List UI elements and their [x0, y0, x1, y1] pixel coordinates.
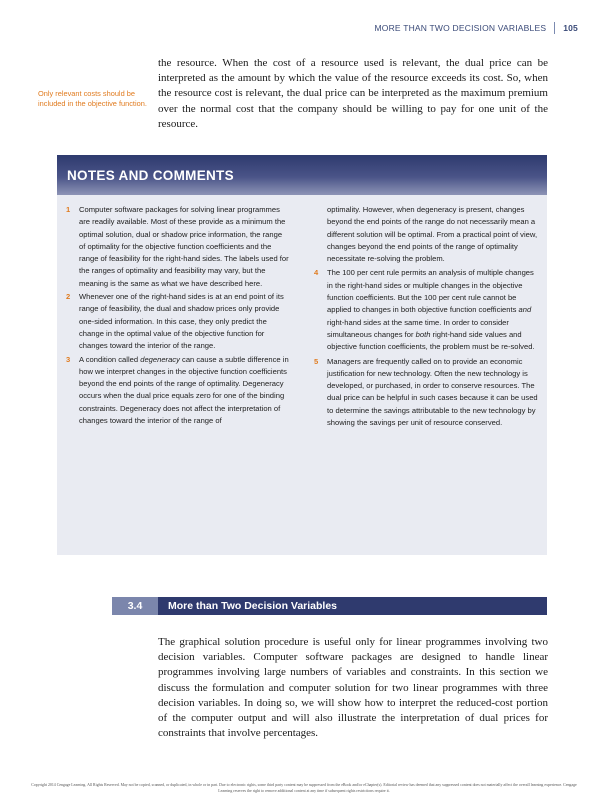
page-number: 105	[563, 23, 578, 33]
running-head-title: MORE THAN TWO DECISION VARIABLES	[374, 23, 547, 33]
notes-header	[57, 155, 547, 195]
note-number: 3	[66, 354, 71, 364]
note-item	[314, 204, 538, 265]
section-number: 3.4	[112, 597, 158, 615]
notes-column-right	[314, 204, 538, 430]
note-item	[66, 354, 290, 428]
margin-note: Only relevant costs should be included in the objective function.	[38, 89, 147, 109]
note-number: 4	[314, 268, 319, 278]
note-item	[314, 356, 538, 430]
intro-paragraph: the resource. When the cost of a resource used is relevant, the dual price can be interpreted as the amount by which the value of the resource exceeds its cost. So, when the resource cost is relevant, the dual price can be interpreted as the maximum premium over the normal cost that the company should be willing to pay for one unit of the resource.	[158, 57, 548, 130]
note-text: Computer software packages for solving linear programmes are readily available. Most of these provide as a minimum the optimal solution, dual or shadow price information, the range of optimality for the objective function coefficients and the range of feasibility for the right-hand sides. The labels used for the ranges of optimality and feasibility may vary, but the meaning is the same as what we have described here.	[79, 205, 289, 288]
note-number: 5	[314, 356, 319, 366]
section-heading	[112, 597, 547, 615]
running-head	[374, 22, 578, 34]
note-text: optimality. However, when degeneracy is present, changes beyond the end points of the range do not necessarily mean a different solution will be optimal. From a practical point of view, changes beyond the end points of the range of optimality necessitate re-solving the problem.	[327, 205, 538, 264]
note-number: 2	[66, 292, 71, 302]
note-text: The 100 per cent rule permits an analysis of multiple changes in the right-hand sides or multiple changes in the objective function coefficients. But the 100 per cent rule cannot be applied to changes in both objective function coefficients and right-hand sides at the same time. In order to consider simultaneous changes for both right-hand side values and objective function coefficients, the problem must be re-solved.	[327, 268, 535, 352]
note-number	[314, 204, 327, 265]
note-text: Managers are frequently called on to provide an economic justification for new technology. Often the new technology is developed, or purchased, in order to conserve resources. The dual price can be helpful in such cases because it can be used to determine the savings attributable to the new technology by showing the savings per unit of resource conserved.	[327, 356, 538, 428]
notes-columns	[66, 204, 538, 430]
section-title: More than Two Decision Variables	[158, 597, 547, 615]
notes-column-left	[66, 204, 290, 430]
note-item	[66, 204, 290, 290]
note-text: A condition called degeneracy can cause a subtle difference in how we interpret changes in the objective function coefficients beyond the end points of the range of optimality. Degeneracy occurs when the dual price equals zero for one of the binding constraints. Degeneracy does not affect the interpretation of changes toward the interior of the range of	[79, 354, 289, 426]
running-head-divider	[554, 22, 555, 34]
note-item	[314, 267, 538, 353]
note-text: Whenever one of the right-hand sides is at an end point of its range of feasibility, the dual and shadow prices only provide one-sided information. In this case, they only predict the change in the optimal value of the objective function for changes toward the interior of the range.	[79, 292, 284, 351]
notes-and-comments-box	[57, 155, 547, 555]
body-paragraph: The graphical solution procedure is useful only for linear programmes involving two decision variables. Computer software packages are designed to handle linear programmes involving large numbers of variables and constraints. In this section we discuss the formulation and computer solution for two linear programmes with three decision variables. In doing so, we will show how to interpret the reduced-cost portion of the computer output and will also illustrate the interpretation of dual prices for constraints that involve percentages.	[158, 636, 548, 740]
note-item	[66, 291, 290, 352]
notes-title: NOTES AND COMMENTS	[67, 167, 234, 183]
note-number: 1	[66, 205, 71, 214]
copyright-footer: Copyright 2014 Cengage Learning. All Rights Reserved. May not be copied, scanned, or duplicated, in whole or in part. Due to electronic rights, some third party content may be suppressed from the eBook and/or eChapter(s). Editorial review has deemed that any suppressed content does not materially affect the overall learning experience. Cengage Learning reserves the right to remove additional content at any time if subsequent rights restrictions require it.	[31, 783, 577, 794]
